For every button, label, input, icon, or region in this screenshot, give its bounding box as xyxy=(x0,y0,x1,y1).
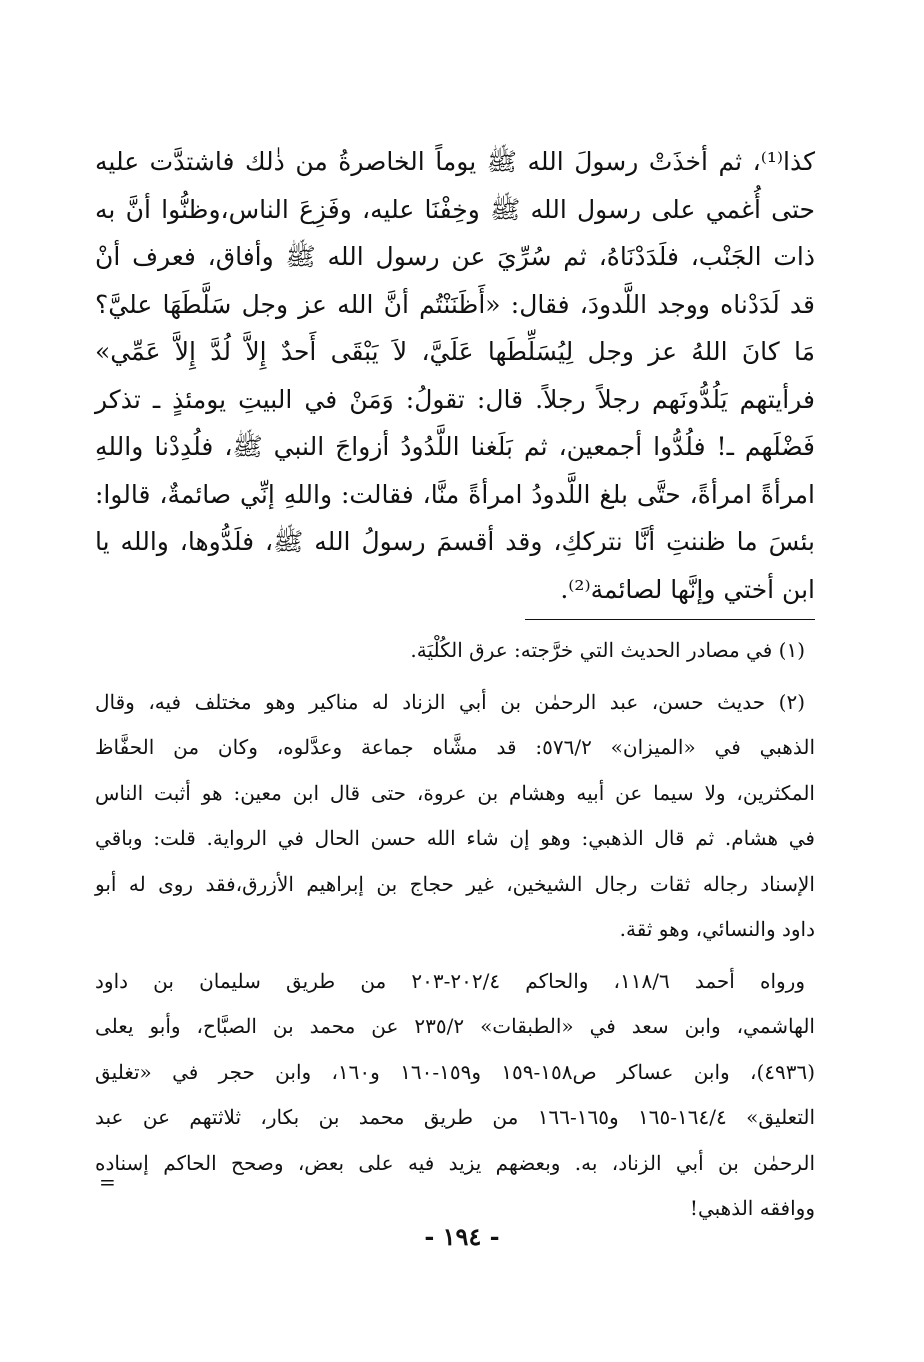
text-line: فرأيتهم يَلُدُّونَهم رجلاً رجلاً. قال: تقولُ: وَمَنْ في البيتِ يومئذٍ ـ تذكر xyxy=(95,384,815,414)
page-number: - ١٩٤ - xyxy=(424,1222,500,1251)
footnote-line: الذهبي في «الميزان» ٥٧٦/٢: قد مشَّاه جماعة وعدَّلوه، وكان من الحفَّاظ xyxy=(95,735,816,759)
footnote-line: ووافقه الذهبي! xyxy=(689,1196,815,1220)
footnote-line: في هشام. ثم قال الذهبي: وهو إن شاء الله حسن الحال في الرواية. قلت: وباقي xyxy=(95,826,815,850)
text-line: قد لَدَدْناه ووجد اللَّدودَ، فقال: «أَظَنَنْتُم أنَّ الله عز وجل سَلَّطَهَا عليَّ؟ xyxy=(95,289,815,319)
footnote-line: التعليق» ١٦٤/٤-١٦٥ و١٦٥-١٦٦ من طريق محمد بن بكار، ثلاثتهم عن عبد xyxy=(95,1105,816,1129)
main-text xyxy=(95,138,815,613)
footnote-line: (٢) حديث حسن، عبد الرحمٰن بن أبي الزناد له مناكير وهو مختلف فيه، وقال xyxy=(95,689,805,714)
text-line: حتى أُغمي على رسول الله ﷺ وخِفْنَا عليه، وفَزِعَ الناس،وظنُّوا أنَّ به xyxy=(95,194,815,224)
footnote-2 xyxy=(95,680,815,953)
text-line: ذات الجَنْب، فلَدَدْنَاهُ، ثم سُرِّيَ عن رسول الله ﷺ وأفاق، فعرف أنْ xyxy=(95,242,815,271)
book-page xyxy=(95,138,815,1278)
text-line: كذا⁽¹⁾، ثم أخذَتْ رسولَ الله ﷺ يوماً الخاصرةُ من ذٰلك فاشتدَّت عليه xyxy=(95,147,815,176)
text-line: بئسَ ما ظننتِ أنَّا نترككِ، وقد أقسمَ رسولُ الله ﷺ، فلَدُّوها، والله يا xyxy=(95,527,815,556)
continuation-mark: = xyxy=(99,1170,116,1194)
footnote-line: داود والنسائي، وهو ثقة. xyxy=(619,917,815,941)
footnote-line: الرحمٰن بن أبي الزناد، به. وبعضهم يزيد فيه على بعض، وصحح الحاكم إسناده xyxy=(95,1150,815,1175)
footnote-line: المكثرين، ولا سيما عن أبيه وهشام بن عروة، حتى قال ابن معين: هو أثبت الناس xyxy=(95,780,815,805)
footnote-line: الإسناد رجاله ثقات رجال الشيخين، غير حجاج بن إبراهيم الأزرق،فقد روى له أبو xyxy=(95,871,815,896)
text-line: فَضْلَهم ـ! فلُدُّوا أجمعين، ثم بَلَغنا اللَّدُودُ أزواجَ النبي ﷺ، فلُدِدْنا واللهِ xyxy=(95,432,815,461)
footnote-2-continued xyxy=(95,959,815,1232)
text-line: ابن أختي وإنَّها لصائمة⁽²⁾. xyxy=(560,574,815,604)
footnote-line: (٤٩٣٦)، وابن عساكر ص١٥٨-١٥٩ و١٥٩-١٦٠ و١٦٠، وابن حجر في «تغليق xyxy=(95,1059,816,1084)
footnote-separator xyxy=(525,619,815,620)
footnote-line: (١) في مصادر الحديث التي خرَّجته: عرق الكُلْيَة. xyxy=(410,638,805,662)
footnote-line: ورواه أحمد ١١٨/٦، والحاكم ٢٠٢/٤-٢٠٣ من طريق سليمان بن داود xyxy=(95,968,805,993)
footnote-line: الهاشمي، وابن سعد في «الطبقات» ٢٣٥/٢ عن محمد بن الصبَّاح، وأبو يعلى xyxy=(95,1014,815,1038)
text-line: مَا كانَ اللهُ عز وجل لِيُسَلِّطَها عَلَيَّ، لاَ يَبْقَى أَحدٌ إِلاَّ لُدَّ إِلاَّ عَمِّي» xyxy=(95,337,815,366)
footnote-1 xyxy=(95,628,815,674)
text-line: امرأةً امرأةً، حتَّى بلغ اللَّدودُ امرأةً منَّا، فقالت: واللهِ إنِّي صائمةٌ، قالوا: xyxy=(95,479,815,509)
